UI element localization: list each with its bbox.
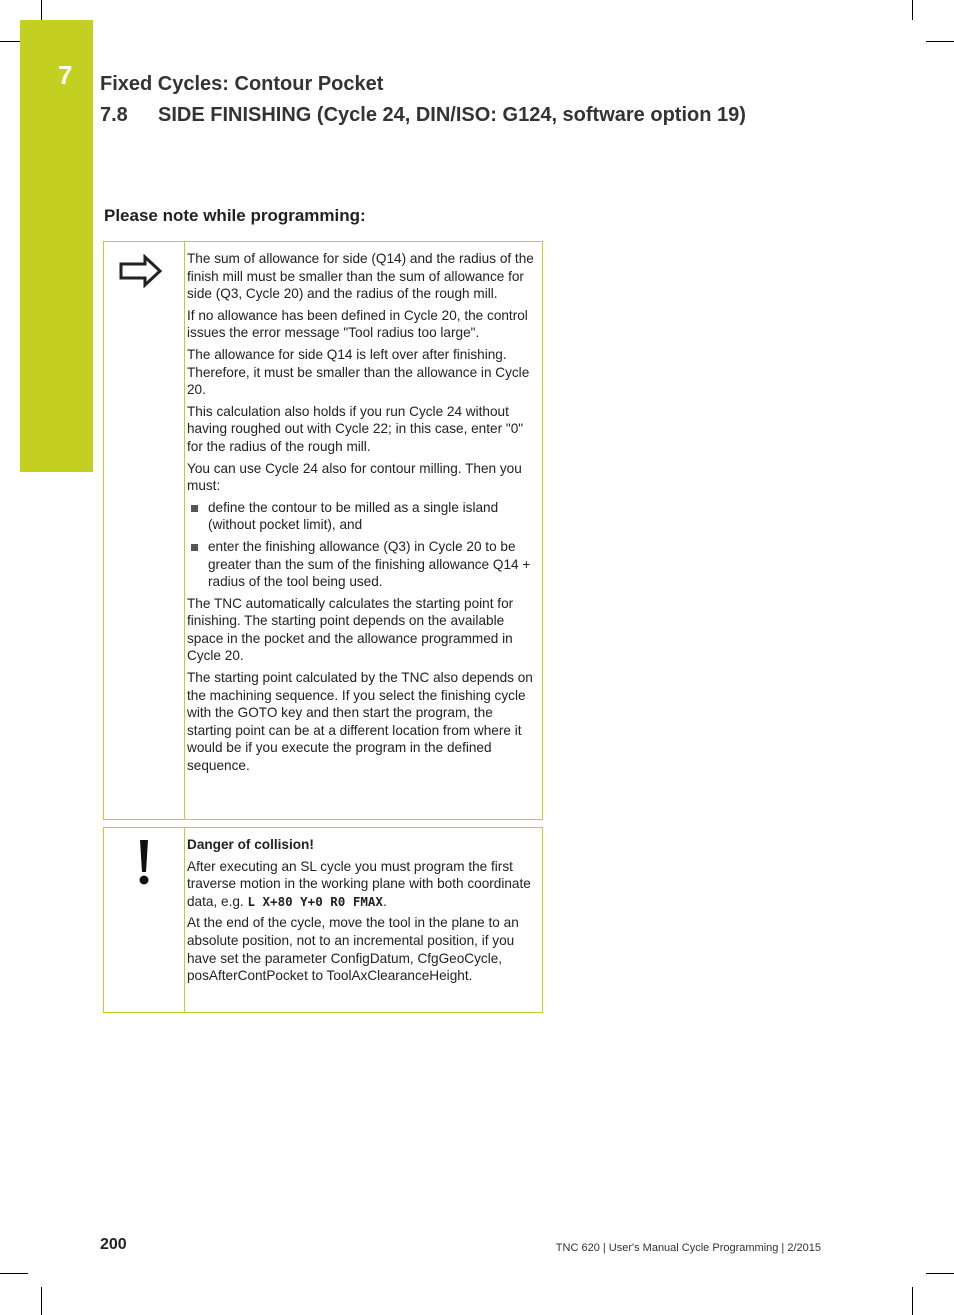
bullet-square — [191, 505, 198, 512]
list-item-text: enter the finishing allowance (Q3) in Cycle 20 to be greater than the sum of the finishing allowance Q14 + radius of the tool being used. — [208, 538, 531, 590]
code-snippet: L X+80 Y+0 R0 FMAX — [247, 893, 383, 909]
danger-text: After executing an SL cycle you must program the first traverse motion in the working plane with both coordinate data, e.g. — [187, 858, 531, 909]
note-paragraph: You can use Cycle 24 also for contour milling. Then you must: — [187, 460, 522, 494]
crop-mark — [926, 1273, 954, 1274]
arrow-right-icon — [119, 254, 163, 288]
danger-content — [187, 836, 539, 989]
crop-mark — [912, 1287, 913, 1315]
chapter-tab — [20, 20, 93, 472]
section-title: SIDE FINISHING (Cycle 24, DIN/ISO: G124, software option 19) — [158, 104, 746, 126]
crop-mark — [926, 41, 954, 42]
list-item-text: define the contour to be milled as a single island (without pocket limit), and — [208, 499, 499, 533]
note-heading: Please note while programming: — [104, 206, 366, 225]
chapter-title: Fixed Cycles: Contour Pocket — [100, 73, 384, 95]
note-paragraph: If no allowance has been defined in Cycle 20, the control issues the error message "Tool radius too large". — [187, 307, 528, 341]
crop-mark — [912, 0, 913, 20]
box-divider — [184, 242, 185, 819]
section-heading — [100, 104, 746, 127]
box-divider — [184, 828, 185, 1012]
list-item — [187, 538, 539, 591]
bullet-square — [191, 544, 198, 551]
note-paragraph: The sum of allowance for side (Q14) and the radius of the finish mill must be smaller than the sum of allowance for side (Q3, Cycle 20) and the radius of the rough mill. — [187, 251, 534, 302]
crop-mark — [41, 1287, 42, 1315]
note-box — [103, 241, 543, 820]
section-number: 7.8 — [100, 104, 128, 126]
danger-box — [103, 827, 543, 1013]
bullet-list — [187, 499, 539, 591]
crop-mark — [0, 41, 20, 42]
note-paragraph: The TNC automatically calculates the starting point for finishing. The starting point depends on the available space in the pocket and the allowance programmed in Cycle 20. — [187, 595, 514, 664]
note-paragraph: The allowance for side Q14 is left over after finishing. Therefore, it must be smaller than the allowance in Cycle 20. — [187, 346, 530, 398]
note-content — [187, 250, 539, 779]
crop-mark — [41, 0, 42, 20]
crop-mark — [0, 1273, 28, 1274]
list-item — [187, 499, 539, 534]
page-number: 200 — [100, 1236, 127, 1253]
danger-paragraph: At the end of the cycle, move the tool in the plane to an absolute position, not to an incremental position, if you have set the parameter ConfigDatum, CfgGeoCycle, posAfterContPocket to ToolAxClearanceHeight. — [187, 915, 519, 984]
danger-text-end: . — [382, 893, 387, 909]
note-paragraph: This calculation also holds if you run Cycle 24 without having roughed out with Cycle 22; in this case, enter "0" for the radius of the rough mill. — [187, 403, 524, 454]
footer-text: TNC 620 | User's Manual Cycle Programming | 2/2015 — [555, 1242, 821, 1254]
danger-paragraph — [187, 858, 539, 911]
exclamation-icon — [134, 838, 154, 886]
chapter-number: 7 — [58, 60, 73, 90]
note-paragraph: The starting point calculated by the TNC also depends on the machining sequence. If you select the finishing cycle with the GOTO key and then start the program, the starting point can be at a different location from where it would be if you execute the program in the defined sequence. — [187, 670, 533, 774]
danger-title: Danger of collision! — [187, 837, 314, 852]
